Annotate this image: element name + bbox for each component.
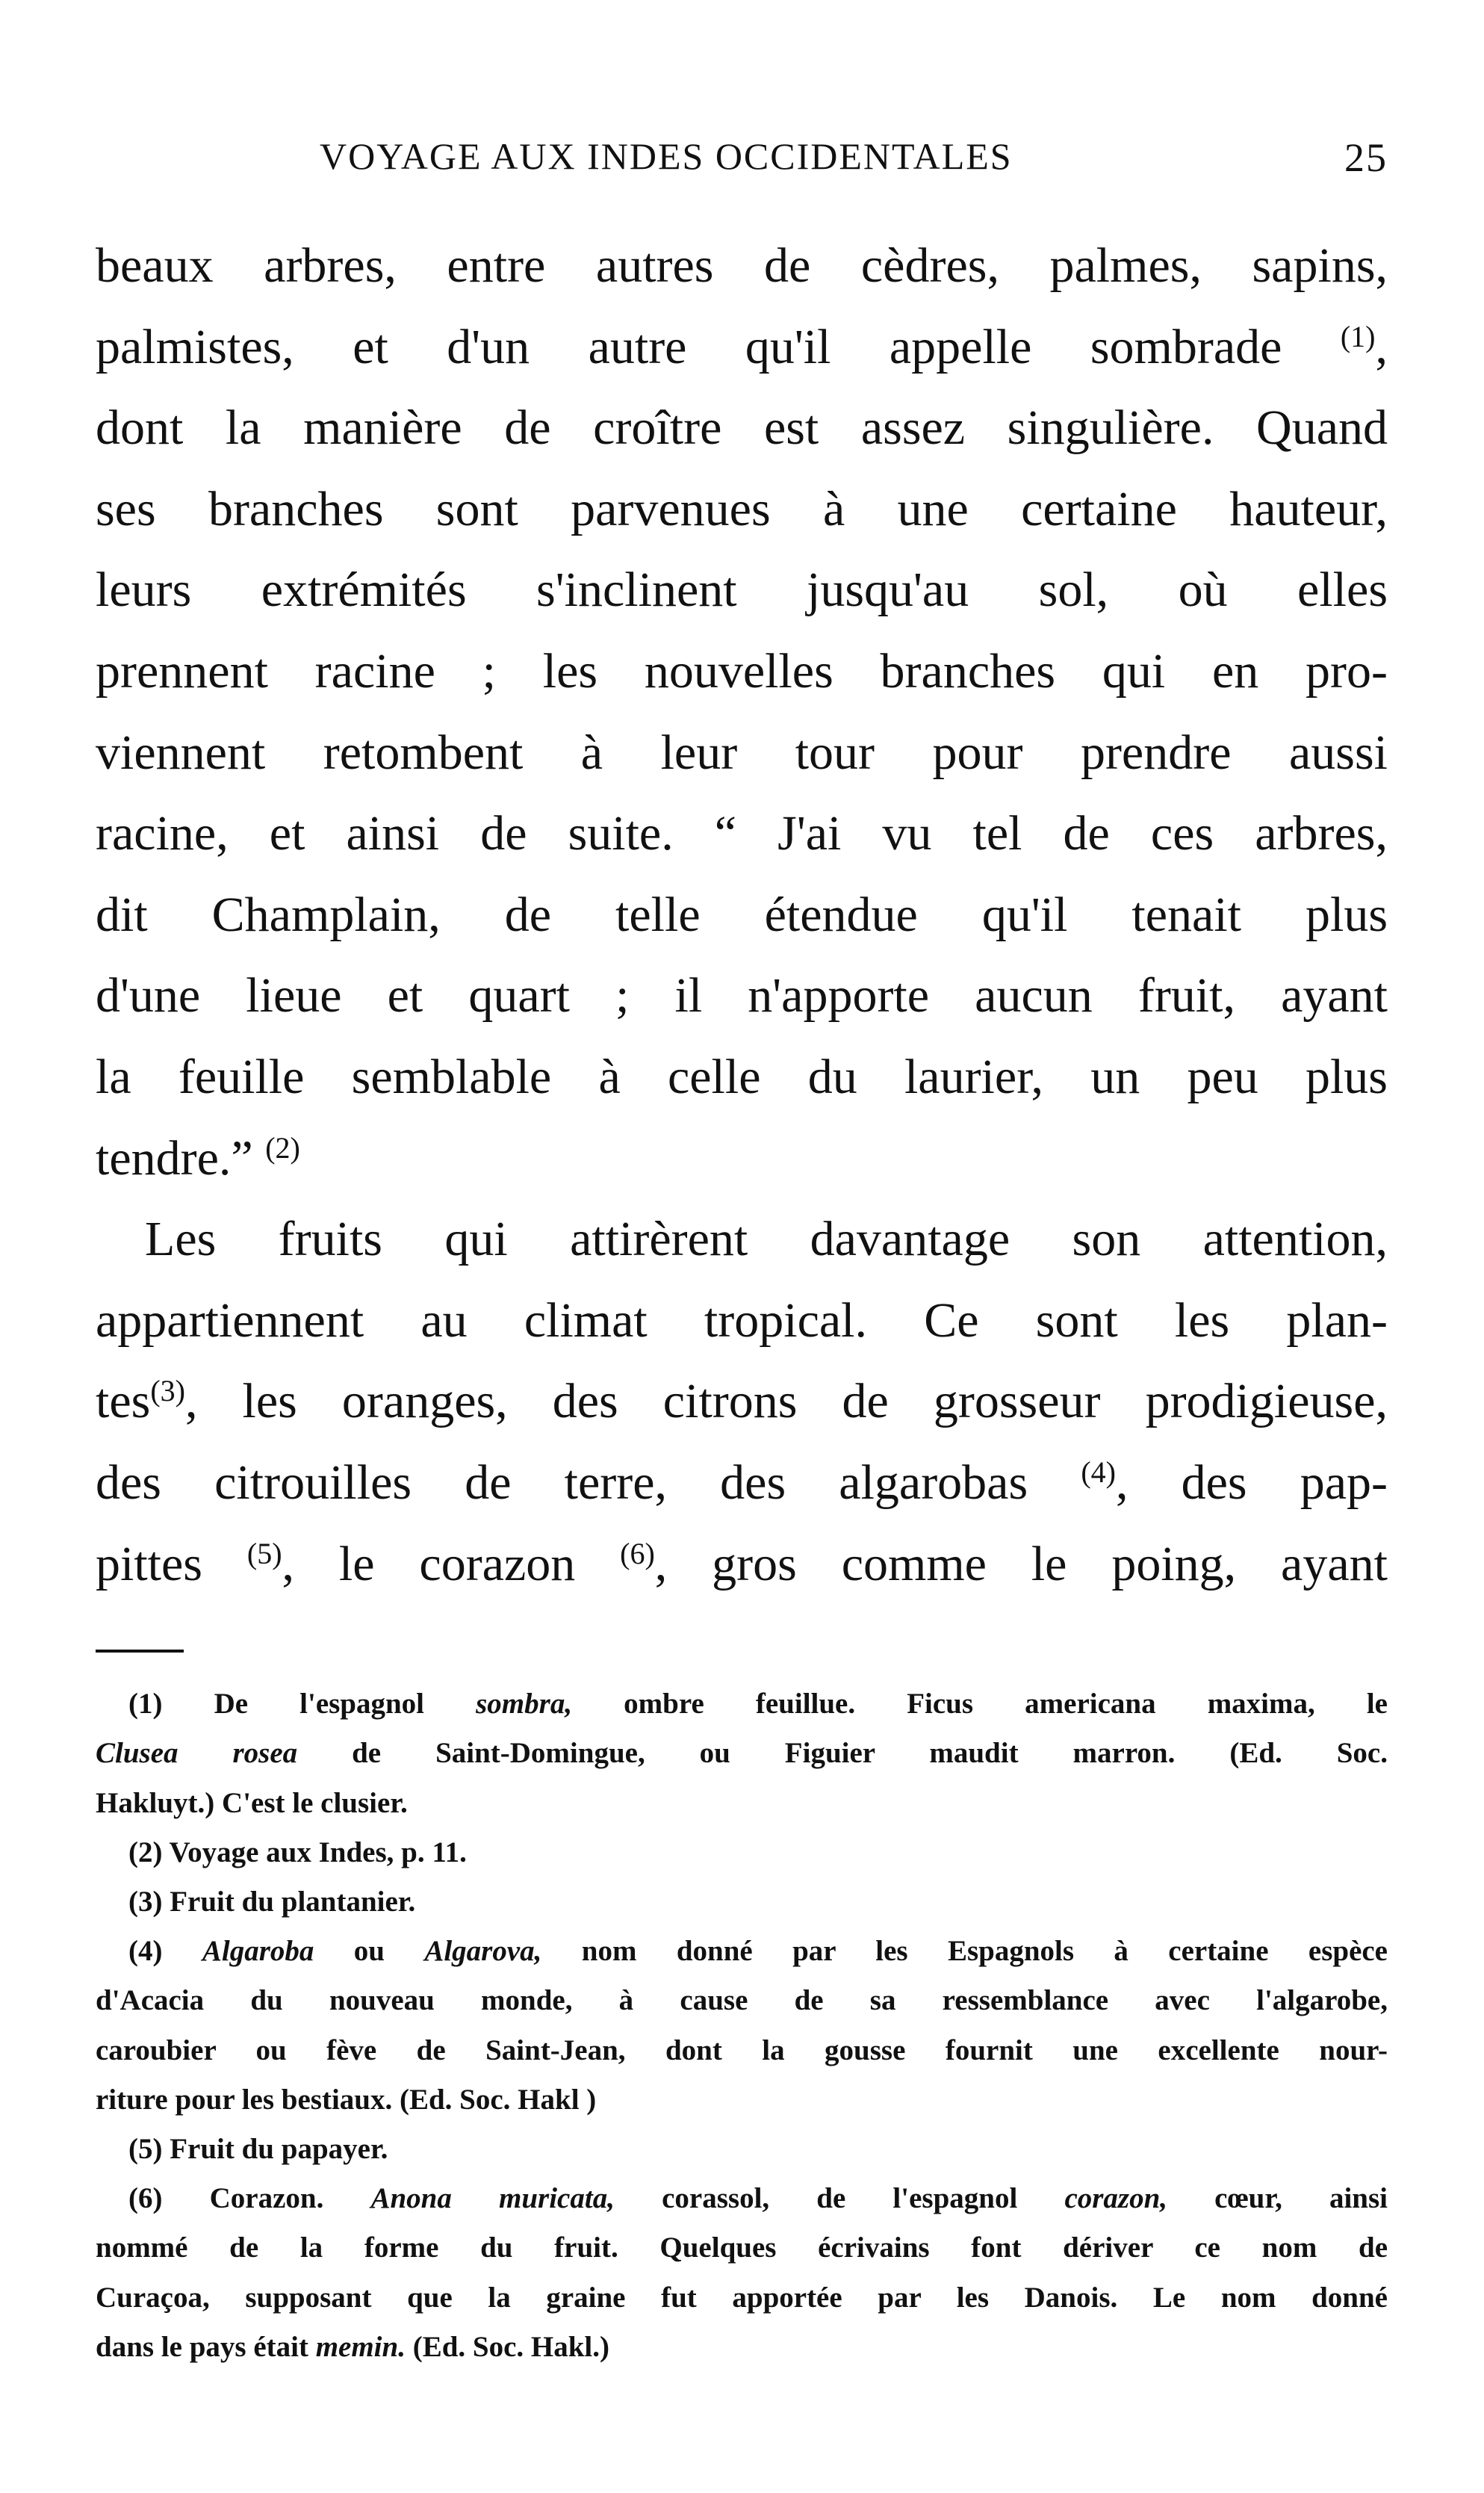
footnote-1-line: [96, 1679, 1388, 1729]
text-segment: (4): [128, 1935, 202, 1968]
text-line: beaux arbres, entre autres de cèdres, palmes, sapins,: [96, 238, 1388, 293]
text-line: d'une lieue et quart ; il n'apporte aucun fruit, ayant: [96, 968, 1388, 1023]
italic-term: corazon,: [1064, 2182, 1168, 2215]
text-line: dit Champlain, de telle étendue qu'il tenait plus: [96, 887, 1388, 942]
text-segment: nom donné par les Espagnols à certaine espèce: [541, 1935, 1388, 1968]
text-line: [96, 307, 1388, 388]
footnote-ref: (3): [150, 1374, 185, 1408]
footnote-1-line: [96, 1729, 1388, 1778]
text-segment: palmistes, et d'un autre qu'il appelle sombrade: [96, 319, 1341, 374]
footnote-4-line: riture pour les bestiaux. (Ed. Soc. Hakl ): [96, 2083, 597, 2116]
text-line: ses branches sont parvenues à une certaine hauteur,: [96, 481, 1388, 536]
footnote-6-line: [96, 2174, 1388, 2223]
footnote-ref: (6): [620, 1536, 655, 1570]
running-title: VOYAGE AUX INDES OCCIDENTALES: [320, 135, 1013, 177]
text-segment: pittes: [96, 1536, 247, 1591]
paragraph-2: [96, 1199, 1388, 1605]
text-segment: ombre feuillue. Ficus americana maxima, le: [572, 1688, 1388, 1721]
text-line: [96, 1524, 1388, 1605]
footnote-ref: (4): [1081, 1455, 1116, 1489]
text-line: [96, 1443, 1388, 1524]
text-segment: , les oranges, des citrons de grosseur prodigieuse,: [184, 1374, 1388, 1429]
footnote-1-line: Hakluyt.) C'est le clusier.: [96, 1786, 408, 1819]
text-segment: tes: [96, 1374, 151, 1429]
text-segment: ou: [314, 1935, 425, 1968]
text-segment: (Ed. Soc. Hakl.): [405, 2330, 610, 2363]
footnote-ref: (2): [265, 1130, 300, 1165]
italic-term: Clusea rosea: [96, 1737, 298, 1770]
text-segment: cœur, ainsi: [1167, 2182, 1388, 2215]
page-number: 25: [1344, 135, 1388, 180]
footnote-4-line: d'Acacia du nouveau monde, à cause de sa ressemblance avec l'algarobe,: [96, 1984, 1388, 2017]
footnote-divider: [96, 1650, 184, 1653]
text-segment: (1) De l'espagnol: [128, 1688, 476, 1721]
text-segment: corassol, de l'espagnol: [614, 2182, 1065, 2215]
text-segment: , gros comme le poing, ayant: [654, 1536, 1388, 1591]
text-segment: de Saint-Domingue, ou Figuier maudit marron. (Ed. Soc.: [297, 1737, 1388, 1770]
running-head: [96, 134, 1388, 194]
main-text: [96, 226, 1388, 1605]
footnote-6-line: nommé de la forme du fruit. Quelques écrivains font dériver ce nom de: [96, 2232, 1388, 2264]
italic-term: Algarova,: [424, 1935, 542, 1968]
text-line: [96, 1361, 1388, 1443]
book-page: [96, 134, 1388, 2450]
footnote-6-line: [96, 2323, 1388, 2372]
text-segment: ,: [1375, 319, 1388, 374]
text-line: prennent racine ; les nouvelles branches qui en pro-: [96, 643, 1388, 699]
italic-term: memin.: [315, 2330, 406, 2363]
text-line: racine, et ainsi de suite. “ J'ai vu tel de ces arbres,: [96, 806, 1388, 861]
text-segment: dans le pays était: [96, 2330, 316, 2363]
italic-term: sombra,: [476, 1688, 573, 1721]
text-line: la feuille semblable à celle du laurier, un peu plus: [96, 1049, 1388, 1104]
footnote-3: (3) Fruit du plantanier.: [128, 1885, 416, 1918]
italic-term: Anona muricata,: [370, 2182, 615, 2215]
text-line: [96, 1118, 1388, 1200]
text-segment: tendre.”: [96, 1130, 266, 1186]
footnote-ref: (1): [1340, 319, 1376, 353]
italic-term: Algaroba: [202, 1935, 314, 1968]
text-segment: , le corazon: [282, 1536, 621, 1591]
footnote-5: (5) Fruit du papayer.: [128, 2132, 388, 2165]
text-segment: des citrouilles de terre, des algarobas: [96, 1455, 1081, 1510]
text-line: dont la manière de croître est assez singulière. Quand: [96, 400, 1388, 456]
text-line: leurs extrémités s'inclinent jusqu'au sol, où elles: [96, 563, 1388, 618]
text-line: Les fruits qui attirèrent davantage son attention,: [145, 1212, 1388, 1267]
text-segment: (6) Corazon.: [128, 2182, 371, 2215]
footnotes: [96, 1679, 1388, 2372]
footnote-6-line: Curaçoa, supposant que la graine fut apportée par les Danois. Le nom donné: [96, 2281, 1388, 2314]
footnote-ref: (5): [246, 1536, 282, 1570]
text-line: viennent retombent à leur tour pour prendre aussi: [96, 725, 1388, 780]
footnote-2: (2) Voyage aux Indes, p. 11.: [128, 1836, 467, 1868]
text-line: appartiennent au climat tropical. Ce sont les plan-: [96, 1292, 1388, 1348]
text-segment: , des pap-: [1115, 1455, 1388, 1510]
footnote-4-line: [96, 1927, 1388, 1976]
footnote-4-line: caroubier ou fève de Saint-Jean, dont la gousse fournit une excellente nour-: [96, 2034, 1388, 2066]
paragraph-1: [96, 226, 1388, 1199]
